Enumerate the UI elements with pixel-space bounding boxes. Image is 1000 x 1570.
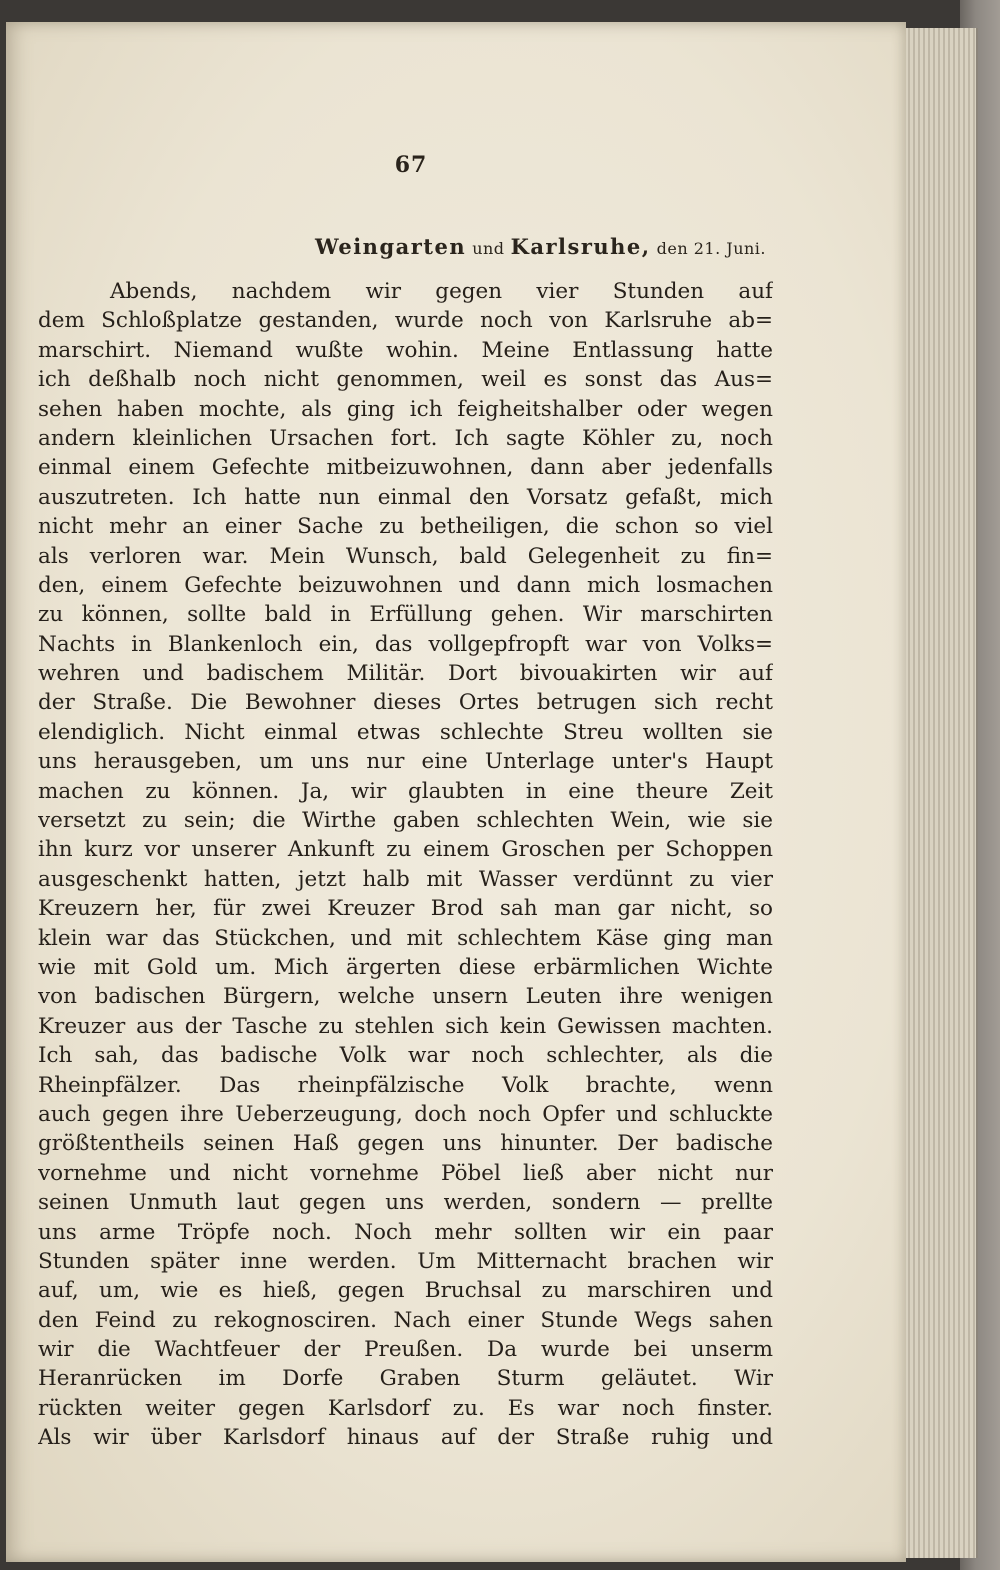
text-line: auszutreten. Ich hatte nun einmal den Vorsatz gefaßt, mich [38, 484, 773, 510]
text-line: seinen Unmuth laut gegen uns werden, sondern — prellte [38, 1190, 773, 1216]
text-line: Nachts in Blankenloch ein, das vollgepfropft war von Volks= [38, 631, 773, 657]
text-line: auch gegen ihre Ueberzeugung, doch noch Opfer und schluckte [38, 1101, 773, 1127]
text-line: Kreuzern her, für zwei Kreuzer Brod sah man gar nicht, so [38, 896, 773, 922]
text-line: rückten weiter gegen Karlsdorf zu. Es war noch finster. [38, 1395, 773, 1421]
text-line: auf, um, wie es hieß, gegen Bruchsal zu marschiren und [38, 1278, 773, 1304]
text-line: machen zu können. Ja, wir glaubten in eine theure Zeit [38, 778, 773, 804]
text-line: der Straße. Die Bewohner dieses Ortes betrugen sich recht [38, 690, 773, 716]
text-line: Kreuzer aus der Tasche zu stehlen sich kein Gewissen machten. [38, 1013, 773, 1039]
text-line: marschirt. Niemand wußte wohin. Meine Entlassung hatte [38, 337, 773, 363]
text-line: andern kleinlichen Ursachen fort. Ich sagte Köhler zu, noch [38, 425, 773, 451]
text-line: Heranrücken im Dorfe Graben Sturm geläutet. Wir [38, 1366, 773, 1392]
text-line: Als wir über Karlsdorf hinaus auf der Straße ruhig und [38, 1425, 773, 1451]
text-line: ihn kurz vor unserer Ankunft zu einem Groschen per Schoppen [38, 837, 773, 863]
text-line: klein war das Stückchen, und mit schlechtem Käse ging man [38, 925, 773, 951]
text-line: versetzt zu sein; die Wirthe gaben schlechten Wein, wie sie [38, 808, 773, 834]
heading-conjunction: und [472, 239, 505, 258]
heading-date: den 21. Juni. [656, 239, 766, 258]
text-line: Abends, nachdem wir gegen vier Stunden auf [110, 279, 773, 304]
body-text [38, 277, 773, 1453]
text-line: wir die Wachtfeuer der Preußen. Da wurde bei unserm [38, 1337, 773, 1363]
text-line: den Feind zu rekognosciren. Nach einer Stunde Wegs sahen [38, 1307, 773, 1333]
page-number: 67 [394, 152, 428, 178]
heading-place-karlsruhe: Karlsruhe, [510, 234, 651, 259]
text-line: wehren und badischem Militär. Dort bivouakirten wir auf [38, 661, 773, 687]
text-line: den, einem Gefechte beizuwohnen und dann mich losmachen [38, 572, 773, 598]
text-line: vornehme und nicht vornehme Pöbel ließ aber nicht nur [38, 1160, 773, 1186]
text-line: ausgeschenkt hatten, jetzt halb mit Wasser verdünnt zu vier [38, 866, 773, 892]
text-line: nicht mehr an einer Sache zu betheiligen, die schon so viel [38, 514, 773, 540]
text-line: dem Schloßplatze gestanden, wurde noch von Karlsruhe ab= [38, 308, 773, 334]
heading-place-weingarten: Weingarten [314, 234, 467, 259]
text-line: einmal einem Gefechte mitbeizuwohnen, dann aber jedenfalls [38, 455, 773, 481]
text-line: ich deßhalb noch nicht genommen, weil es sonst das Aus= [38, 367, 773, 393]
text-line: sehen haben mochte, als ging ich feigheitshalber oder wegen [38, 396, 773, 422]
text-line: Rheinpfälzer. Das rheinpfälzische Volk brachte, wenn [38, 1072, 773, 1098]
text-line: wie mit Gold um. Mich ärgerten diese erbärmlichen Wichte [38, 954, 773, 980]
text-line: uns arme Tröpfe noch. Noch mehr sollten wir ein paar [38, 1219, 773, 1245]
section-heading [315, 234, 766, 259]
text-line: elendiglich. Nicht einmal etwas schlechte Streu wollten sie [38, 719, 773, 745]
text-line: als verloren war. Mein Wunsch, bald Gelegenheit zu fin= [38, 543, 773, 569]
text-line: größtentheils seinen Haß gegen uns hinunter. Der badische [38, 1131, 773, 1157]
text-line: von badischen Bürgern, welche unsern Leuten ihre wenigen [38, 984, 773, 1010]
text-line: uns herausgeben, um uns nur eine Unterlage unter's Haupt [38, 749, 773, 775]
book-page [6, 22, 906, 1562]
text-line: Ich sah, das badische Volk war noch schlechter, als die [38, 1043, 773, 1069]
text-line: Stunden später inne werden. Um Mitternacht brachen wir [38, 1248, 773, 1274]
text-line: zu können, sollte bald in Erfüllung gehen. Wir marschirten [38, 602, 773, 628]
